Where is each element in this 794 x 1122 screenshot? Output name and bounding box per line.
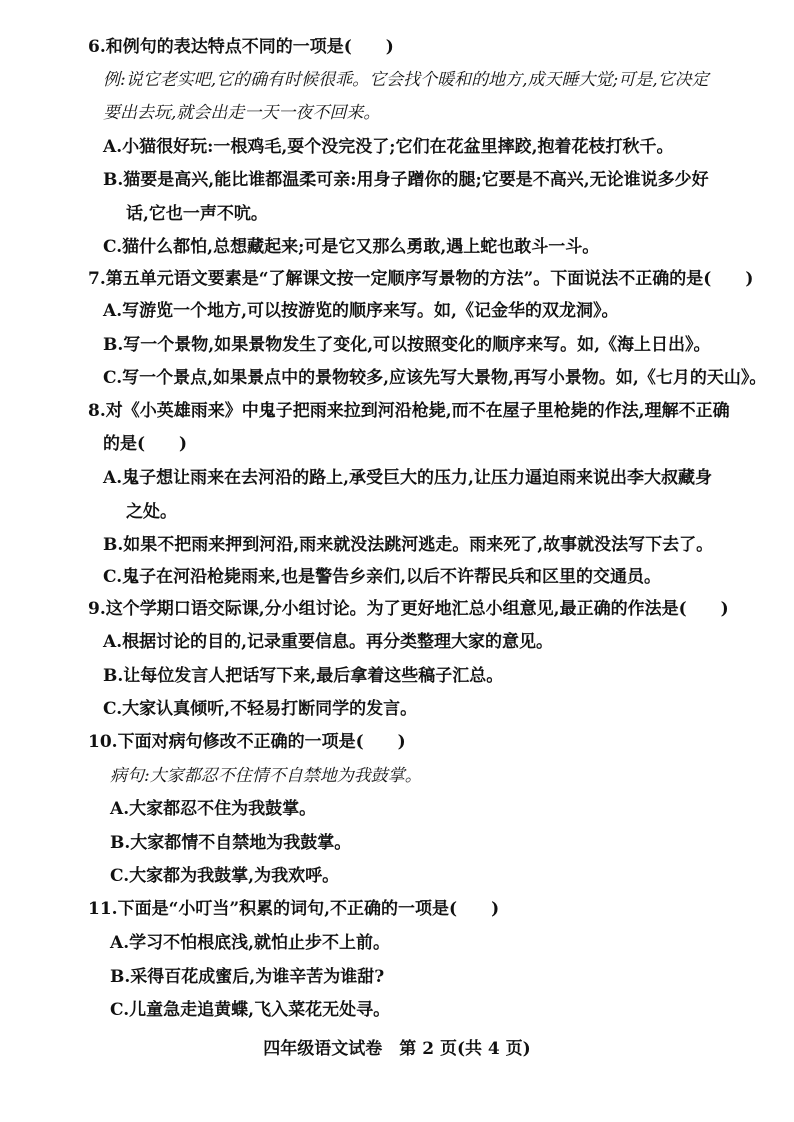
question-8-option-b: B.如果不把雨来押到河沿,雨来就没法跳河逃走。雨来死了,故事就没法写下去了。 xyxy=(103,535,714,555)
page-footer: 四年级语文试卷 第 2 页(共 4 页) xyxy=(263,1039,531,1059)
question-10-option-a: A.大家都忍不住为我鼓掌。 xyxy=(110,799,317,819)
question-11-option-c: C.儿童急走追黄蝶,飞入菜花无处寻。 xyxy=(110,1000,391,1020)
question-9-option-b: B.让每位发言人把话写下来,最后拿着这些稿子汇总。 xyxy=(103,666,504,686)
question-7-option-b: B.写一个景物,如果景物发生了变化,可以按照变化的顺序来写。如,《海上日出》。 xyxy=(103,335,711,355)
question-7-option-c: C.写一个景点,如果景点中的景物较多,应该先写大景物,再写小景物。如,《七月的天山》。 xyxy=(103,368,767,388)
question-6-example-line-2: 要出去玩,就会出走一天一夜不回来。 xyxy=(103,103,381,123)
question-6-stem: 6.和例句的表达特点不同的一项是( ) xyxy=(88,37,394,57)
question-10-option-c: C.大家都为我鼓掌,为我欢呼。 xyxy=(110,866,340,886)
question-6-option-b-cont: 话,它也一声不吭。 xyxy=(126,204,268,224)
question-10-sick-sentence: 病句:大家都忍不住情不自禁地为我鼓掌。 xyxy=(110,766,422,786)
question-10-stem: 10.下面对病句修改不正确的一项是( ) xyxy=(88,732,406,752)
question-8-option-a-cont: 之处。 xyxy=(126,502,177,522)
question-10-option-b: B.大家都情不自禁地为我鼓掌。 xyxy=(110,833,352,853)
question-6-option-a: A.小猫很好玩:一根鸡毛,耍个没完没了;它们在花盆里摔跤,抱着花枝打秋千。 xyxy=(103,137,674,157)
question-9-option-a: A.根据讨论的目的,记录重要信息。再分类整理大家的意见。 xyxy=(103,632,554,652)
question-8-stem-line-1: 8.对《小英雄雨来》中鬼子把雨来拉到河沿枪毙,而不在屋子里枪毙的作法,理解不正确 xyxy=(88,401,730,421)
question-6-example-line-1: 例:说它老实吧,它的确有时候很乖。它会找个暖和的地方,成天睡大觉;可是,它决定 xyxy=(103,70,709,90)
question-6-option-c: C.猫什么都怕,总想藏起来;可是它又那么勇敢,遇上蛇也敢斗一斗。 xyxy=(103,237,600,257)
question-11-option-a: A.学习不怕根底浅,就怕止步不上前。 xyxy=(110,933,391,953)
question-9-stem: 9.这个学期口语交际课,分小组讨论。为了更好地汇总小组意见,最正确的作法是( ) xyxy=(88,599,729,619)
question-8-stem-line-2: 的是( ) xyxy=(103,434,188,454)
question-7-option-a: A.写游览一个地方,可以按游览的顺序来写。如,《记金华的双龙洞》。 xyxy=(103,301,619,321)
question-9-option-c: C.大家认真倾听,不轻易打断同学的发言。 xyxy=(103,699,418,719)
question-7-stem: 7.第五单元语文要素是“了解课文按一定顺序写景物的方法”。下面说法不正确的是( ) xyxy=(88,269,754,289)
question-8-option-c: C.鬼子在河沿枪毙雨来,也是警告乡亲们,以后不许帮民兵和区里的交通员。 xyxy=(103,567,661,587)
question-11-option-b: B.采得百花成蜜后,为谁辛苦为谁甜? xyxy=(110,967,385,987)
question-6-option-b: B.猫要是高兴,能比谁都温柔可亲:用身子蹭你的腿;它要是不高兴,无论谁说多少好 xyxy=(103,170,709,190)
question-11-stem: 11.下面是“小叮当”积累的词句,不正确的一项是( ) xyxy=(88,899,500,919)
question-8-option-a: A.鬼子想让雨来在去河沿的路上,承受巨大的压力,让压力逼迫雨来说出李大叔藏身 xyxy=(103,468,712,488)
